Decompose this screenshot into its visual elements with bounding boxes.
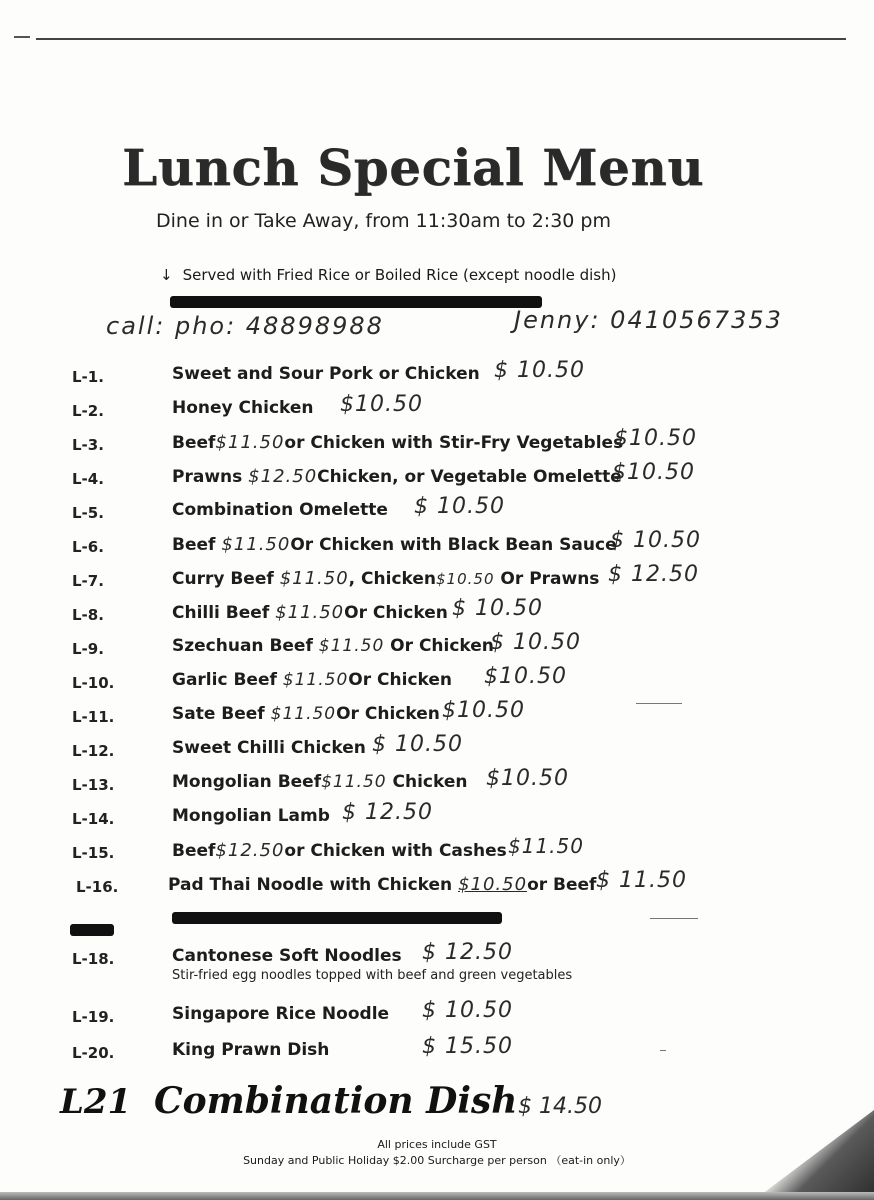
item-code: L-8. bbox=[72, 606, 104, 624]
item-desc: Sate Beef $11.50Or Chicken bbox=[172, 704, 440, 724]
item-desc: Beef $11.50Or Chicken with Black Bean Sauce bbox=[172, 534, 617, 555]
item-code: L-12. bbox=[72, 742, 115, 760]
item-code: L-7. bbox=[72, 572, 104, 590]
menu-item-l7 bbox=[0, 562, 874, 596]
handwritten-price: $12.50 bbox=[248, 466, 318, 487]
item-code: L-18. bbox=[72, 950, 115, 968]
item-code: L-19. bbox=[72, 1008, 115, 1026]
item-price: $10.50 bbox=[612, 460, 695, 485]
page-title: Lunch Special Menu bbox=[122, 138, 705, 197]
menu-item-l1 bbox=[0, 358, 874, 392]
handwritten-price: $11.50 bbox=[215, 432, 285, 453]
item-price: $11.50 bbox=[508, 834, 584, 858]
redaction-bar bbox=[170, 296, 542, 308]
stray-dash bbox=[660, 1050, 666, 1051]
handwritten-price: $11.50 bbox=[270, 704, 337, 724]
handwritten-price: $11.50 bbox=[279, 568, 349, 589]
combo-code: L21 bbox=[60, 1082, 132, 1122]
menu-item-l12 bbox=[0, 732, 874, 766]
item-price: $10.50 bbox=[340, 392, 423, 417]
served-note-text: Served with Fried Rice or Boiled Rice (except noodle dish) bbox=[182, 266, 617, 284]
menu-item-l3 bbox=[0, 426, 874, 460]
item-desc: Curry Beef $11.50, Chicken$10.50 Or Prawns bbox=[172, 568, 600, 589]
gst-note: All prices include GST bbox=[377, 1138, 497, 1151]
item-code: L-13. bbox=[72, 776, 115, 794]
top-tick-mark bbox=[14, 36, 30, 38]
menu-item-l11 bbox=[0, 698, 874, 732]
handwritten-price: $10.50 bbox=[436, 570, 495, 588]
menu-item-l15 bbox=[0, 834, 874, 868]
item-price: $ 10.50 bbox=[414, 494, 505, 519]
menu-item-l14 bbox=[0, 800, 874, 834]
stray-dash bbox=[650, 918, 698, 919]
item-desc: Honey Chicken bbox=[172, 398, 314, 418]
item-price: $ 10.50 bbox=[494, 358, 585, 383]
item-code: L-6. bbox=[72, 538, 104, 556]
item-code: L-3. bbox=[72, 436, 104, 454]
item-price: $ 12.50 bbox=[342, 800, 433, 825]
item-desc: Beef$11.50or Chicken with Stir-Fry Vegetables bbox=[172, 432, 624, 453]
handwritten-price: $11.50 bbox=[321, 772, 387, 792]
item-note: Stir-fried egg noodles topped with beef and green vegetables bbox=[172, 968, 573, 983]
item-code: L-5. bbox=[72, 504, 104, 522]
handwritten-jenny-phone: Jenny: 0410567353 bbox=[514, 306, 783, 334]
item-desc: Mongolian Lamb bbox=[172, 806, 330, 826]
item-price: $ 10.50 bbox=[452, 596, 543, 621]
item-desc: Szechuan Beef $11.50 Or Chicken bbox=[172, 636, 494, 656]
stray-dash bbox=[636, 703, 682, 704]
item-price: $10.50 bbox=[486, 766, 569, 791]
item-price: $ 15.50 bbox=[422, 1034, 513, 1059]
menu-item-l2 bbox=[0, 392, 874, 426]
item-desc: Combination Omelette bbox=[172, 500, 388, 520]
item-code: L-2. bbox=[72, 402, 104, 420]
served-note bbox=[160, 266, 616, 284]
down-arrow-icon: ↓ bbox=[160, 266, 173, 284]
item-desc: Pad Thai Noodle with Chicken $10.50or Beef bbox=[168, 874, 597, 895]
item-price: $10.50 bbox=[484, 664, 567, 689]
redaction-bar-code bbox=[70, 924, 114, 936]
redaction-bar-l17 bbox=[172, 912, 502, 924]
menu-item-l20 bbox=[0, 1034, 874, 1068]
menu-item-l9 bbox=[0, 630, 874, 664]
item-desc: Chilli Beef $11.50Or Chicken bbox=[172, 602, 448, 623]
item-desc: Sweet and Sour Pork or Chicken bbox=[172, 364, 480, 384]
item-desc: Beef$12.50or Chicken with Cashes bbox=[172, 840, 507, 861]
item-desc: Cantonese Soft Noodles bbox=[172, 946, 402, 966]
handwritten-price: $11.50 bbox=[318, 636, 385, 656]
menu-item-l8 bbox=[0, 596, 874, 630]
item-price: $ 10.50 bbox=[422, 998, 513, 1023]
menu-item-l5 bbox=[0, 494, 874, 528]
item-desc: Prawns $12.50Chicken, or Vegetable Omelette bbox=[172, 466, 622, 487]
combo-name: Combination Dish bbox=[154, 1080, 518, 1122]
item-code: L-16. bbox=[76, 878, 119, 896]
handwritten-phone: call: pho: 48898988 bbox=[106, 312, 384, 340]
item-code: L-14. bbox=[72, 810, 115, 828]
item-code: L-20. bbox=[72, 1044, 115, 1062]
page-subtitle: Dine in or Take Away, from 11:30am to 2:30 pm bbox=[156, 210, 611, 232]
top-rule bbox=[36, 38, 846, 40]
bottom-edge-shadow bbox=[0, 1192, 874, 1200]
handwritten-price: $11.50 bbox=[275, 602, 345, 623]
item-code: L-1. bbox=[72, 368, 104, 386]
menu-item-l13 bbox=[0, 766, 874, 800]
item-price: $10.50 bbox=[442, 698, 525, 723]
item-price: $ 10.50 bbox=[490, 630, 581, 655]
item-code: L-11. bbox=[72, 708, 115, 726]
item-code: L-4. bbox=[72, 470, 104, 488]
handwritten-price: $12.50 bbox=[215, 840, 285, 861]
item-code: L-15. bbox=[72, 844, 115, 862]
handwritten-price: $11.50 bbox=[282, 670, 349, 690]
item-desc: Garlic Beef $11.50Or Chicken bbox=[172, 670, 452, 690]
item-price: $ 10.50 bbox=[610, 528, 701, 553]
item-desc: Sweet Chilli Chicken bbox=[172, 738, 366, 758]
item-desc: Singapore Rice Noodle bbox=[172, 1004, 390, 1024]
item-price: $10.50 bbox=[614, 426, 697, 451]
combo-price: $ 14.50 bbox=[518, 1094, 602, 1119]
item-price: $ 12.50 bbox=[608, 562, 699, 587]
item-price: $ 11.50 bbox=[596, 868, 687, 893]
item-price: $ 10.50 bbox=[372, 732, 463, 757]
menu-item-l10 bbox=[0, 664, 874, 698]
menu-item-l19 bbox=[0, 998, 874, 1032]
item-desc: Mongolian Beef$11.50 Chicken bbox=[172, 772, 468, 792]
menu-item-l6 bbox=[0, 528, 874, 562]
menu-item-l4 bbox=[0, 460, 874, 494]
item-code: L-10. bbox=[72, 674, 115, 692]
item-desc: King Prawn Dish bbox=[172, 1040, 330, 1060]
handwritten-price: $11.50 bbox=[221, 534, 291, 555]
item-code: L-9. bbox=[72, 640, 104, 658]
menu-item-l16 bbox=[0, 868, 874, 902]
surcharge-note: Sunday and Public Holiday $2.00 Surcharge per person （eat-in only） bbox=[243, 1154, 631, 1167]
handwritten-price: $10.50 bbox=[458, 874, 528, 895]
item-price: $ 12.50 bbox=[422, 940, 513, 965]
